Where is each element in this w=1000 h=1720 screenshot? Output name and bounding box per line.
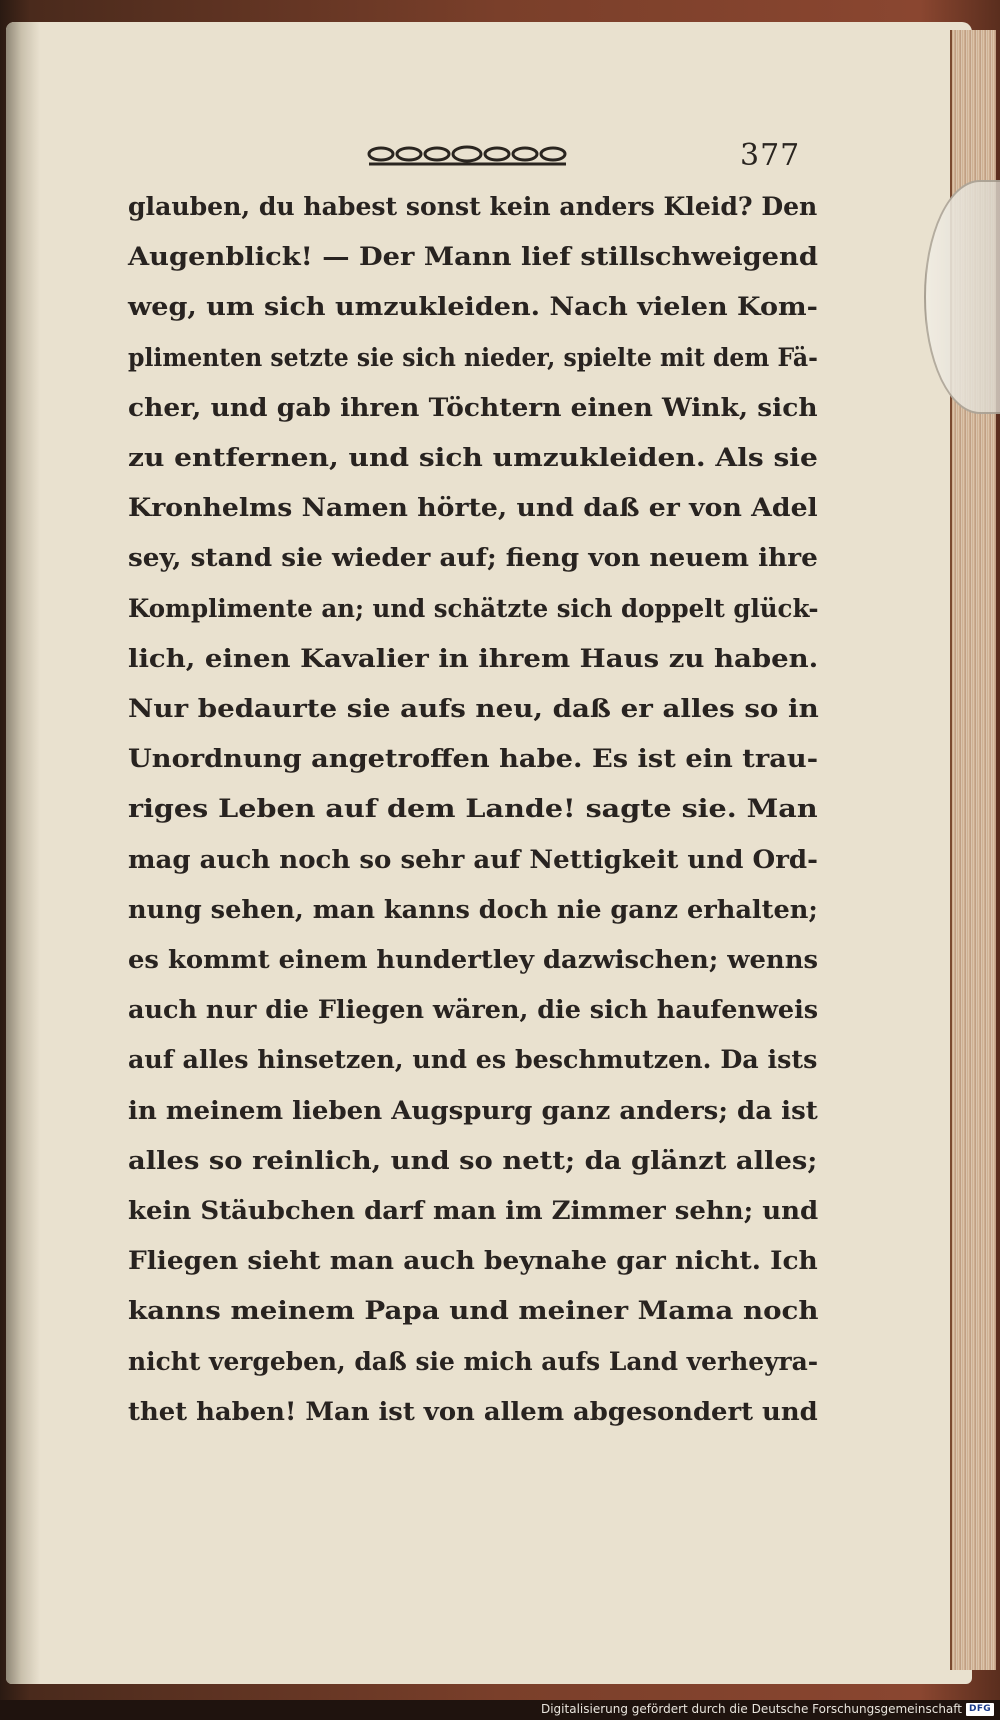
text-line: Unordnung angetroffen habe. Es ist ein trau- bbox=[128, 744, 819, 774]
text-line: alles so reinlich, und so nett; da glänzt alles; bbox=[128, 1145, 818, 1175]
text-line: mag auch noch so sehr auf Nettigkeit und Ord- bbox=[128, 844, 818, 874]
text-line: auch nur die Fliegen wären, die sich haufenweis bbox=[128, 995, 819, 1025]
ornament-header bbox=[365, 140, 570, 168]
page-gutter bbox=[6, 22, 40, 1684]
text-line: riges Leben auf dem Lande! sagte sie. Man bbox=[128, 794, 818, 824]
text-line: plimenten setzte sie sich nieder, spielte mit dem Fä- bbox=[128, 342, 818, 372]
text-line: thet haben! Man ist von allem abgesondert und bbox=[128, 1396, 818, 1426]
text-line: Fliegen sieht man auch beynahe gar nicht. Ich bbox=[128, 1246, 818, 1276]
text-line: glauben, du habest sonst kein anders Kleid? Den bbox=[128, 192, 818, 221]
text-line: kanns meinem Papa und meiner Mama noch bbox=[128, 1296, 819, 1326]
text-line: nicht vergeben, daß sie mich aufs Land verheyra- bbox=[128, 1346, 819, 1376]
dfg-logo-text: DFG bbox=[969, 1704, 991, 1714]
text-line: in meinem lieben Augspurg ganz anders; da ist bbox=[128, 1095, 818, 1125]
page-number: 377 bbox=[740, 138, 801, 173]
text-line: lich, einen Kavalier in ihrem Haus zu haben. bbox=[128, 643, 819, 673]
text-line: nung sehen, man kanns doch nie ganz erhalten; bbox=[128, 894, 818, 924]
text-line: sey, stand sie wieder auf; fieng von neuem ihre bbox=[128, 543, 818, 573]
text-line: es kommt einem hundertley dazwischen; wenns bbox=[128, 945, 819, 974]
text-line: auf alles hinsetzen, und es beschmutzen. Da ists bbox=[128, 1045, 818, 1075]
text-line: Augenblick! — Der Mann lief stillschweigend bbox=[128, 242, 818, 272]
text-line: kein Stäubchen darf man im Zimmer sehn; und bbox=[128, 1196, 819, 1225]
text-line: cher, und gab ihren Töchtern einen Wink, sich bbox=[128, 392, 818, 422]
text-line: weg, um sich umzukleiden. Nach vielen Kom- bbox=[128, 292, 818, 322]
text-line: Kronhelms Namen hörte, und daß er von Adel bbox=[128, 493, 818, 523]
text-line: zu entfernen, und sich umzukleiden. Als sie bbox=[128, 443, 818, 472]
footer-credit: Digitalisierung gefördert durch die Deutsche Forschungsgemeinschaft bbox=[540, 1702, 962, 1716]
text-line: Komplimente an; und schätzte sich doppelt glück- bbox=[128, 593, 819, 623]
dfg-logo bbox=[966, 1703, 994, 1716]
text-line: Nur bedaurte sie aufs neu, daß er alles so in bbox=[128, 694, 819, 723]
